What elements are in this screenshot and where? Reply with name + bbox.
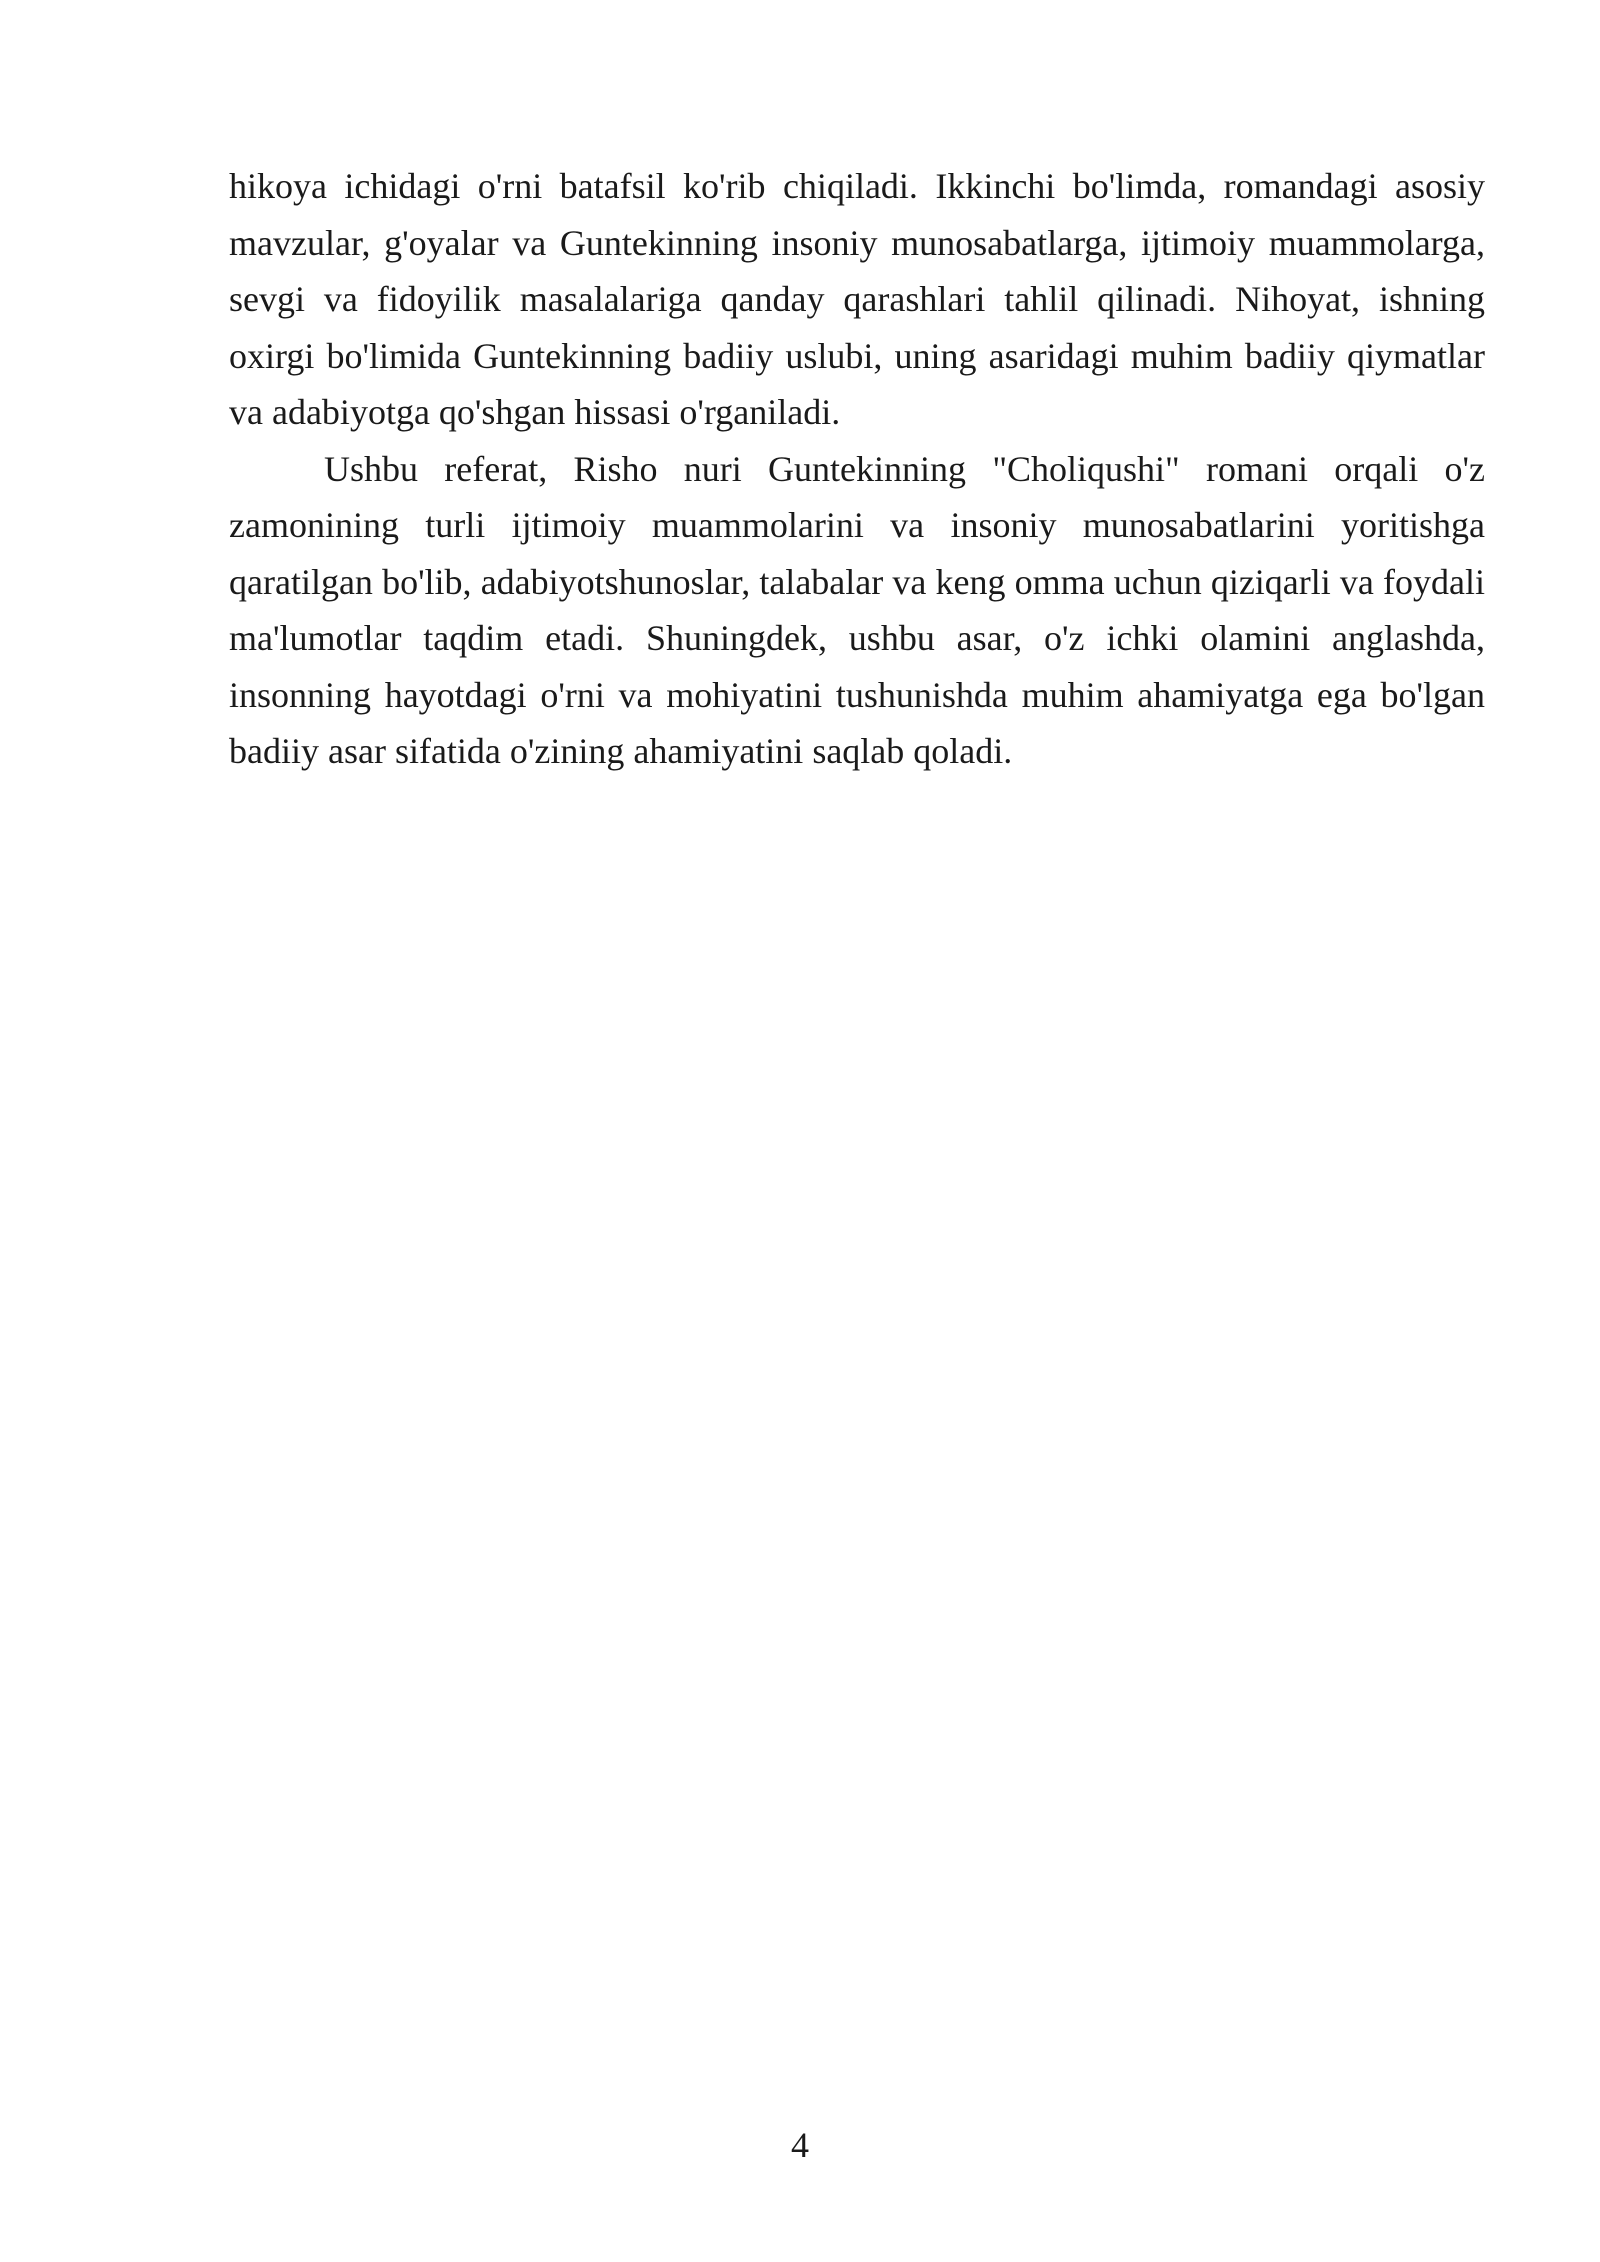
page-number: 4 xyxy=(791,2125,809,2165)
paragraph-continuation: hikoya ichidagi o'rni batafsil ko'rib chiqiladi. Ikkinchi bo'limda, romandagi asosiy mavzular, g'oyalar va Guntekinning insoniy munosabatlarga, ijtimoiy muammolarga, sevgi va fidoyilik masalalariga qanday qarashlari tahlil qilinadi. Nihoyat, ishning oxirgi bo'limida Guntekinning badiiy uslubi, uning asaridagi muhim badiiy qiymatlar va adabiyotga qo'shgan hissasi o'rganiladi. xyxy=(229,166,1485,432)
paragraph-referat-summary: Ushbu referat, Risho nuri Guntekinning "Choliqushi" romani orqali o'z zamonining turli ijtimoiy muammolarini va insoniy munosabatlarini yoritishga qaratilgan bo'lib, adabiyotshunoslar, talabalar va keng omma uchun qiziqarli va foydali ma'lumotlar taqdim etadi. Shuningdek, ushbu asar, o'z ichki olamini anglashda, insonning hayotdagi o'rni va mohiyatini tushunishda muhim ahamiyatga ega bo'lgan badiiy asar sifatida o'zining ahamiyatini saqlab qoladi. xyxy=(229,448,1485,771)
body-text xyxy=(229,158,1485,780)
